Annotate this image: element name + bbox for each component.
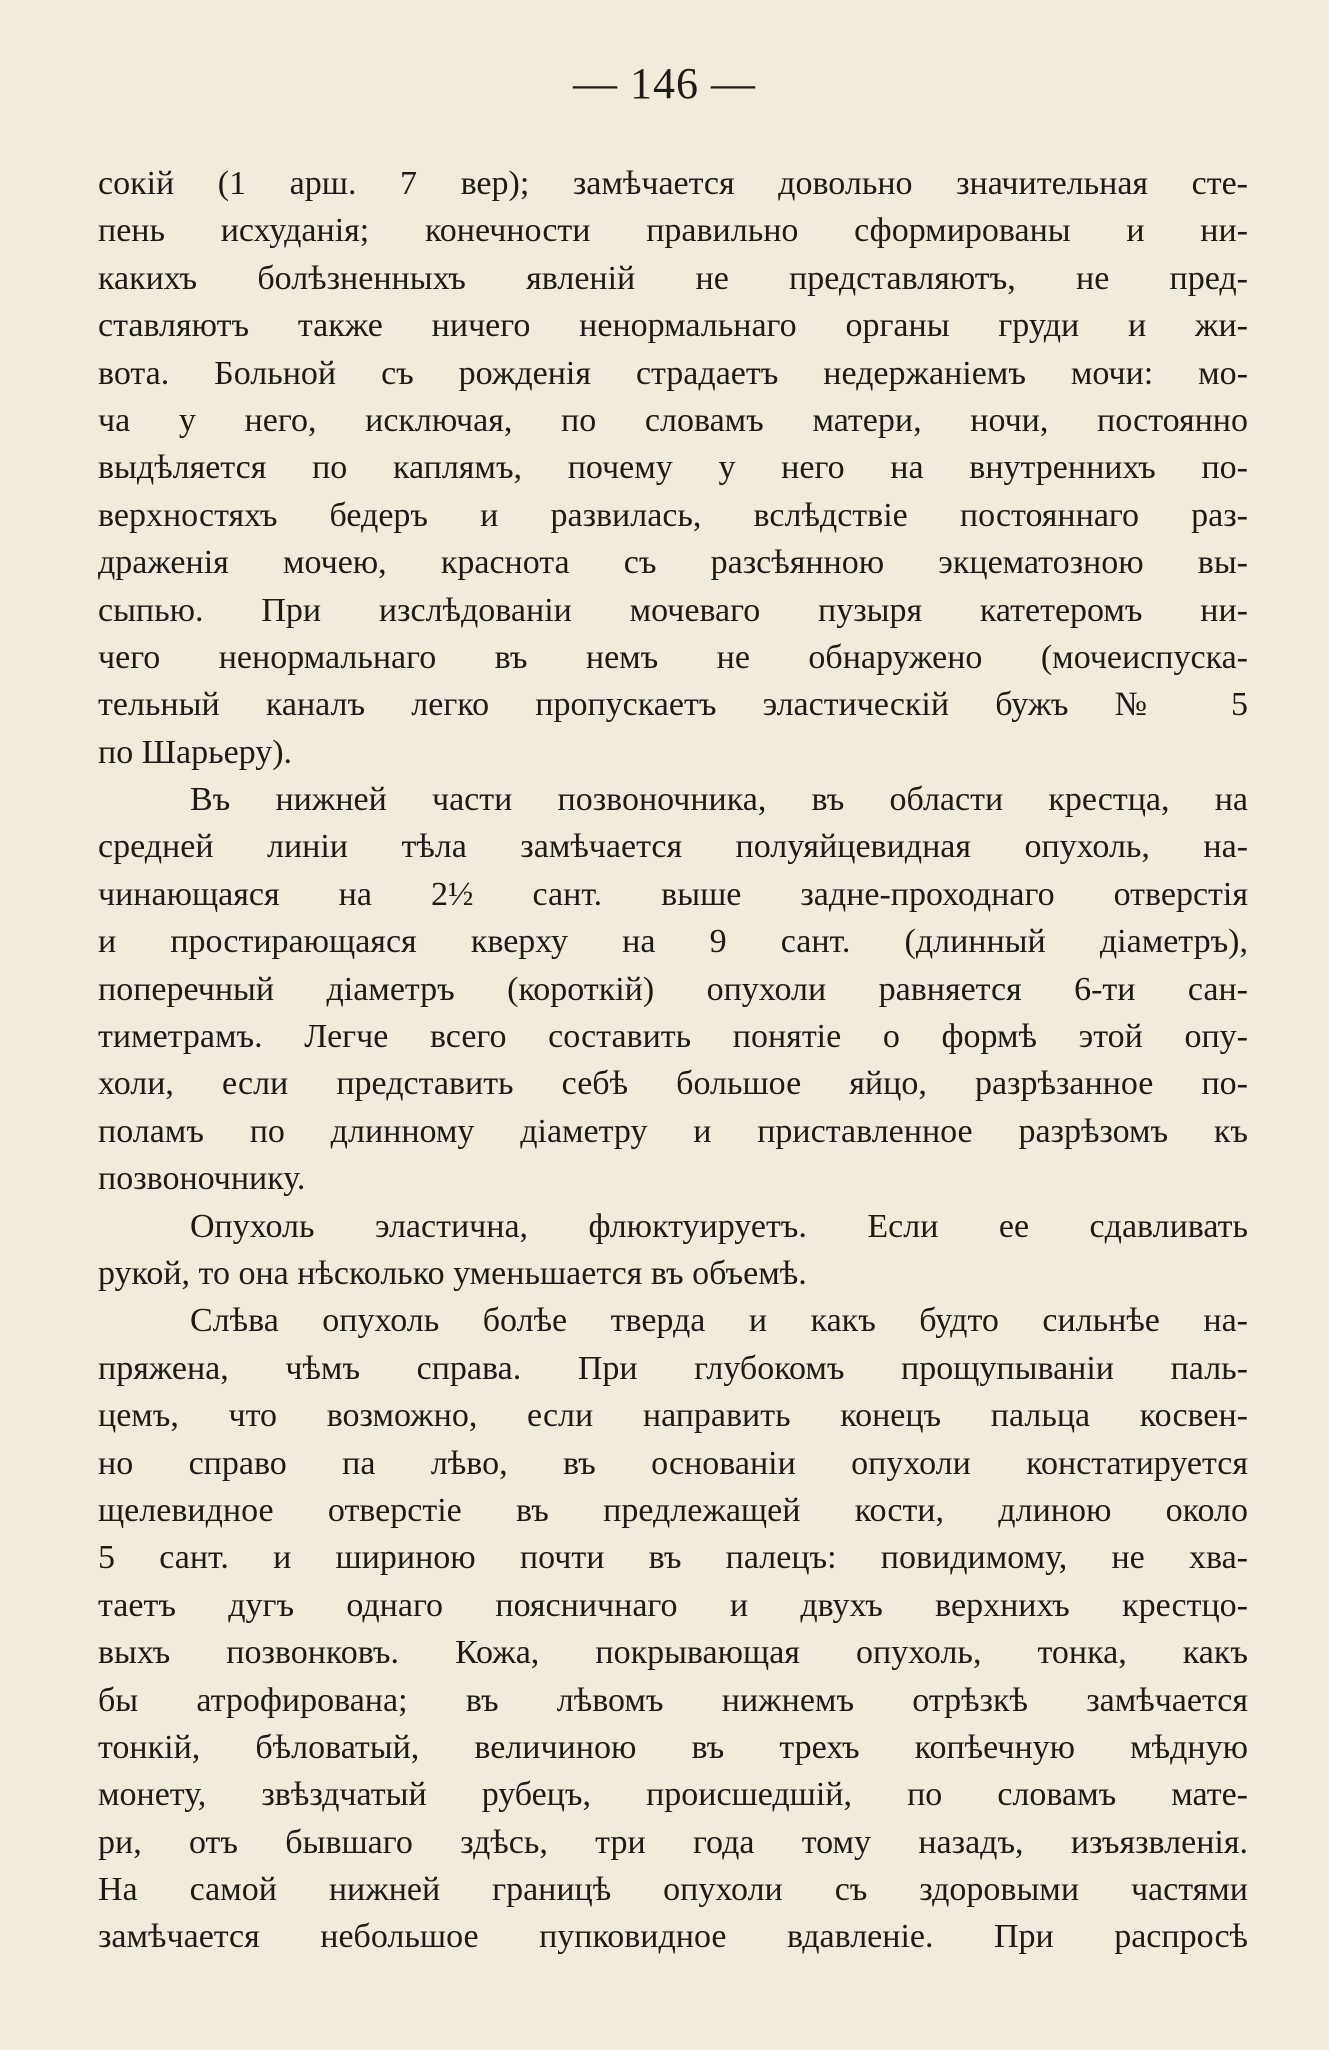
text-line: таетъ дугъ однаго поясничнаго и двухъ верхнихъ крестцо- bbox=[98, 1586, 1248, 1624]
page-number: — 146 — bbox=[573, 59, 756, 108]
text-line: 5 сант. и шириною почти въ палецъ: повидимому, не хва- bbox=[98, 1539, 1248, 1577]
text-line: Опухоль эластична, флюктуируетъ. Если ее сдавливать bbox=[190, 1207, 1248, 1245]
text-line: холи, если представить себѣ большое яйцо, разрѣзанное по- bbox=[98, 1065, 1248, 1103]
text-line: сыпью. При изслѣдованіи мочеваго пузыря катетеромъ ни- bbox=[98, 591, 1248, 629]
text-line: но справо па лѣво, въ основаніи опухоли констатируется bbox=[98, 1444, 1248, 1482]
text-line: рукой, то она нѣсколько уменьшается въ объемѣ. bbox=[98, 1254, 807, 1292]
text-line: средней линіи тѣла замѣчается полуяйцевидная опухоль, на- bbox=[98, 828, 1248, 866]
text-line: выдѣляется по каплямъ, почему у него на внутреннихъ по- bbox=[98, 449, 1248, 487]
text-line: ча у него, исключая, по словамъ матери, ночи, постоянно bbox=[98, 401, 1248, 439]
text-line: поламъ по длинному діаметру и приставленное разрѣзомъ къ bbox=[98, 1112, 1248, 1150]
text-line: драженія мочею, краснота съ разсѣянною экцематозною вы- bbox=[98, 544, 1248, 582]
body-text bbox=[98, 160, 1248, 1961]
text-line: На самой нижней границѣ опухоли съ здоровыми частями bbox=[98, 1871, 1248, 1909]
text-line: чинающаяся на 2½ сант. выше задне-проходнаго отверстія bbox=[98, 875, 1248, 913]
text-line: пень исхуданія; конечности правильно сформированы и ни- bbox=[98, 212, 1248, 250]
text-line: сокій (1 арш. 7 вер); замѣчается довольно значительная сте- bbox=[98, 165, 1248, 202]
text-line: бы атрофирована; въ лѣвомъ нижнемъ отрѣзкѣ замѣчается bbox=[98, 1681, 1248, 1719]
text-line: вота. Больной съ рожденія страдаетъ недержаніемъ мочи: мо- bbox=[98, 354, 1248, 392]
text-line: чего ненормальнаго въ немъ не обнаружено (мочеиспуска- bbox=[98, 638, 1248, 676]
text-line: позвоночнику. bbox=[98, 1160, 306, 1198]
text-line: какихъ болѣзненныхъ явленій не представляютъ, не пред- bbox=[98, 259, 1248, 297]
text-line: Въ нижней части позвоночника, въ области крестца, на bbox=[190, 781, 1248, 819]
text-line: поперечный діаметръ (короткій) опухоли равняется 6-ти сан- bbox=[98, 970, 1248, 1008]
text-line: тельный каналъ легко пропускаетъ эластическій бужъ № 5 bbox=[98, 686, 1248, 724]
text-line: верхностяхъ бедеръ и развилась, вслѣдствіе постояннаго раз- bbox=[98, 496, 1248, 534]
text-line: замѣчается небольшое пупковидное вдавленіе. При распросѣ bbox=[98, 1918, 1248, 1956]
text-line: цемъ, что возможно, если направить конецъ пальца косвен- bbox=[98, 1397, 1248, 1435]
text-line: пряжена, чѣмъ справа. При глубокомъ прощупываніи паль- bbox=[98, 1349, 1248, 1387]
text-line: ри, отъ бывшаго здѣсь, три года тому назадъ, изъязвленія. bbox=[98, 1823, 1248, 1861]
text-line: Слѣва опухоль болѣе тверда и какъ будто сильнѣе на- bbox=[190, 1302, 1248, 1340]
text-line: щелевидное отверстіе въ предлежащей кости, длиною около bbox=[98, 1491, 1248, 1529]
text-line: тонкій, бѣловатый, величиною въ трехъ копѣечную мѣдную bbox=[98, 1728, 1248, 1766]
text-line: тиметрамъ. Легче всего составить понятіе о формѣ этой опу- bbox=[98, 1018, 1248, 1056]
text-line: ставляютъ также ничего ненормальнаго органы груди и жи- bbox=[98, 307, 1248, 345]
text-line: монету, звѣздчатый рубецъ, происшедшій, по словамъ мате- bbox=[98, 1776, 1248, 1814]
text-line: и простирающаяся кверху на 9 сант. (длинный діаметръ), bbox=[98, 923, 1248, 961]
text-line: выхъ позвонковъ. Кожа, покрывающая опухоль, тонка, какъ bbox=[98, 1634, 1248, 1672]
text-line: по Шарьеру). bbox=[98, 733, 293, 771]
